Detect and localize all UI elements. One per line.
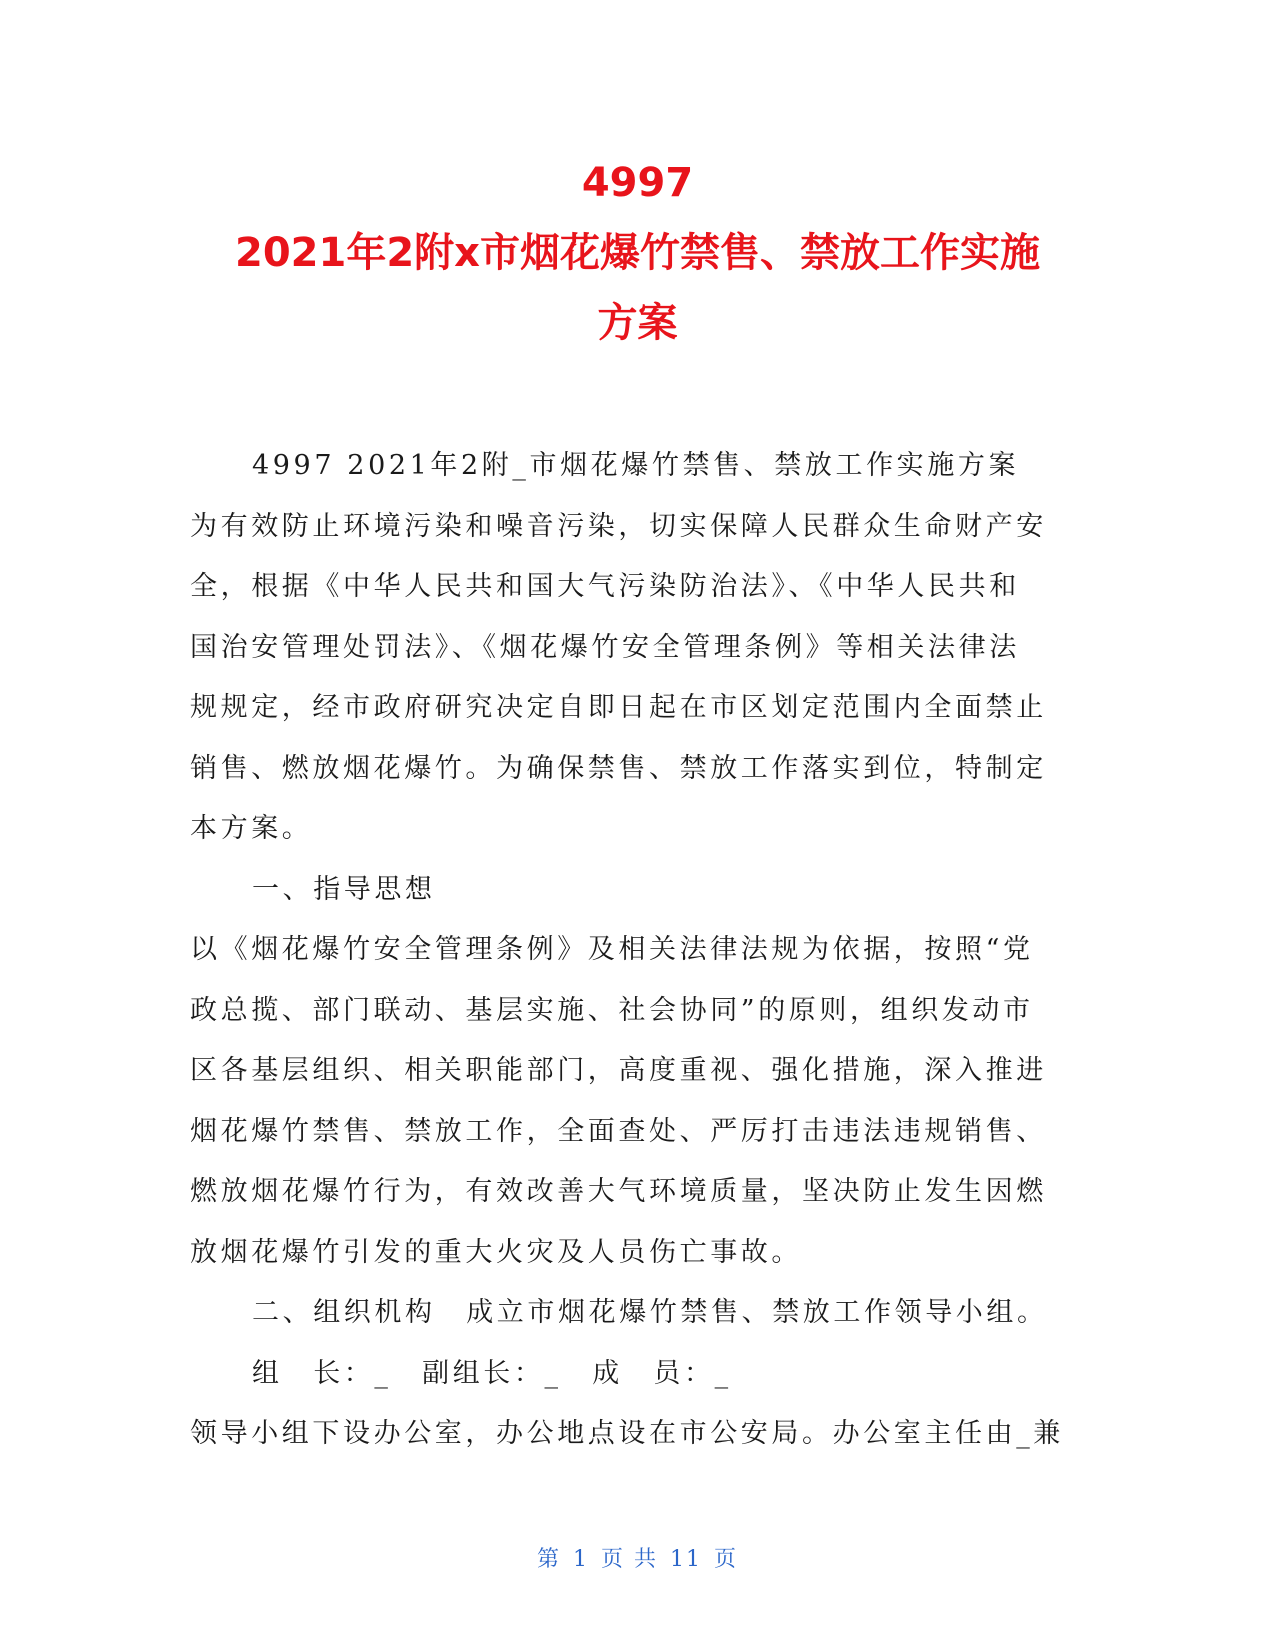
body-line-intro-2: 全，根据《中华人民共和国大气污染防治法》、《中华人民共和 (190, 571, 1020, 602)
section-heading-guiding-thought: 一、指导思想 (252, 873, 436, 905)
body-line-intro-4: 规规定，经市政府研究决定自即日起在市区划定范围内全面禁止 (190, 692, 1047, 723)
document-body (190, 436, 1070, 1465)
footer-total-pages: 11 (670, 1547, 702, 1572)
body-line-guiding-4: 烟花爆竹禁售、禁放工作，全面查处、严厉打击违法违规销售、 (190, 1115, 1047, 1147)
body-line-guiding-2: 政总揽、部门联动、基层实施、社会协同”的原则，组织发动市 (190, 994, 1034, 1026)
body-line-guiding-5: 燃放烟花爆竹行为，有效改善大气环境质量，坚决防止发生因燃 (190, 1176, 1047, 1207)
title-line-2: 2021年2附x市烟花爆竹禁售、禁放工作实施 (235, 230, 1040, 276)
body-line-intro-1: 为有效防止环境污染和噪音污染，切实保障人民群众生命财产安 (190, 510, 1047, 542)
page-footer (0, 1542, 1275, 1573)
body-line-guiding-3: 区各基层组织、相关职能部门，高度重视、强化措施，深入推进 (190, 1055, 1047, 1086)
body-line-doc-heading: 4997 2021年2附_市烟花爆竹禁售、禁放工作实施方案 (252, 450, 1020, 481)
footer-prefix: 第 (536, 1547, 561, 1572)
title-line-3: 方案 (597, 300, 678, 346)
footer-current-page: 1 (573, 1547, 589, 1572)
body-line-guiding-1: 以《烟花爆竹安全管理条例》及相关法律法规为依据，按照“党 (190, 934, 1034, 965)
document-title (0, 148, 1275, 358)
body-line-members: 组 长：_ 副组长：_ 成 员：_ (252, 1357, 732, 1389)
body-line-intro-5: 销售、燃放烟花爆竹。为确保禁售、禁放工作落实到位，特制定 (190, 752, 1047, 784)
body-line-guiding-6: 放烟花爆竹引发的重大火灾及人员伤亡事故。 (190, 1236, 802, 1268)
footer-middle: 页 共 (601, 1547, 658, 1572)
body-line-intro-6: 本方案。 (190, 813, 313, 844)
section-heading-organization: 二、组织机构 成立市烟花爆竹禁售、禁放工作领导小组。 (252, 1297, 1048, 1328)
body-line-office: 领导小组下设办公室，办公地点设在市公安局。办公室主任由_兼 (190, 1418, 1064, 1449)
title-line-1: 4997 (581, 160, 694, 206)
footer-suffix: 页 (714, 1547, 739, 1572)
body-line-intro-3: 国治安管理处罚法》、《烟花爆竹安全管理条例》等相关法律法 (190, 631, 1020, 663)
